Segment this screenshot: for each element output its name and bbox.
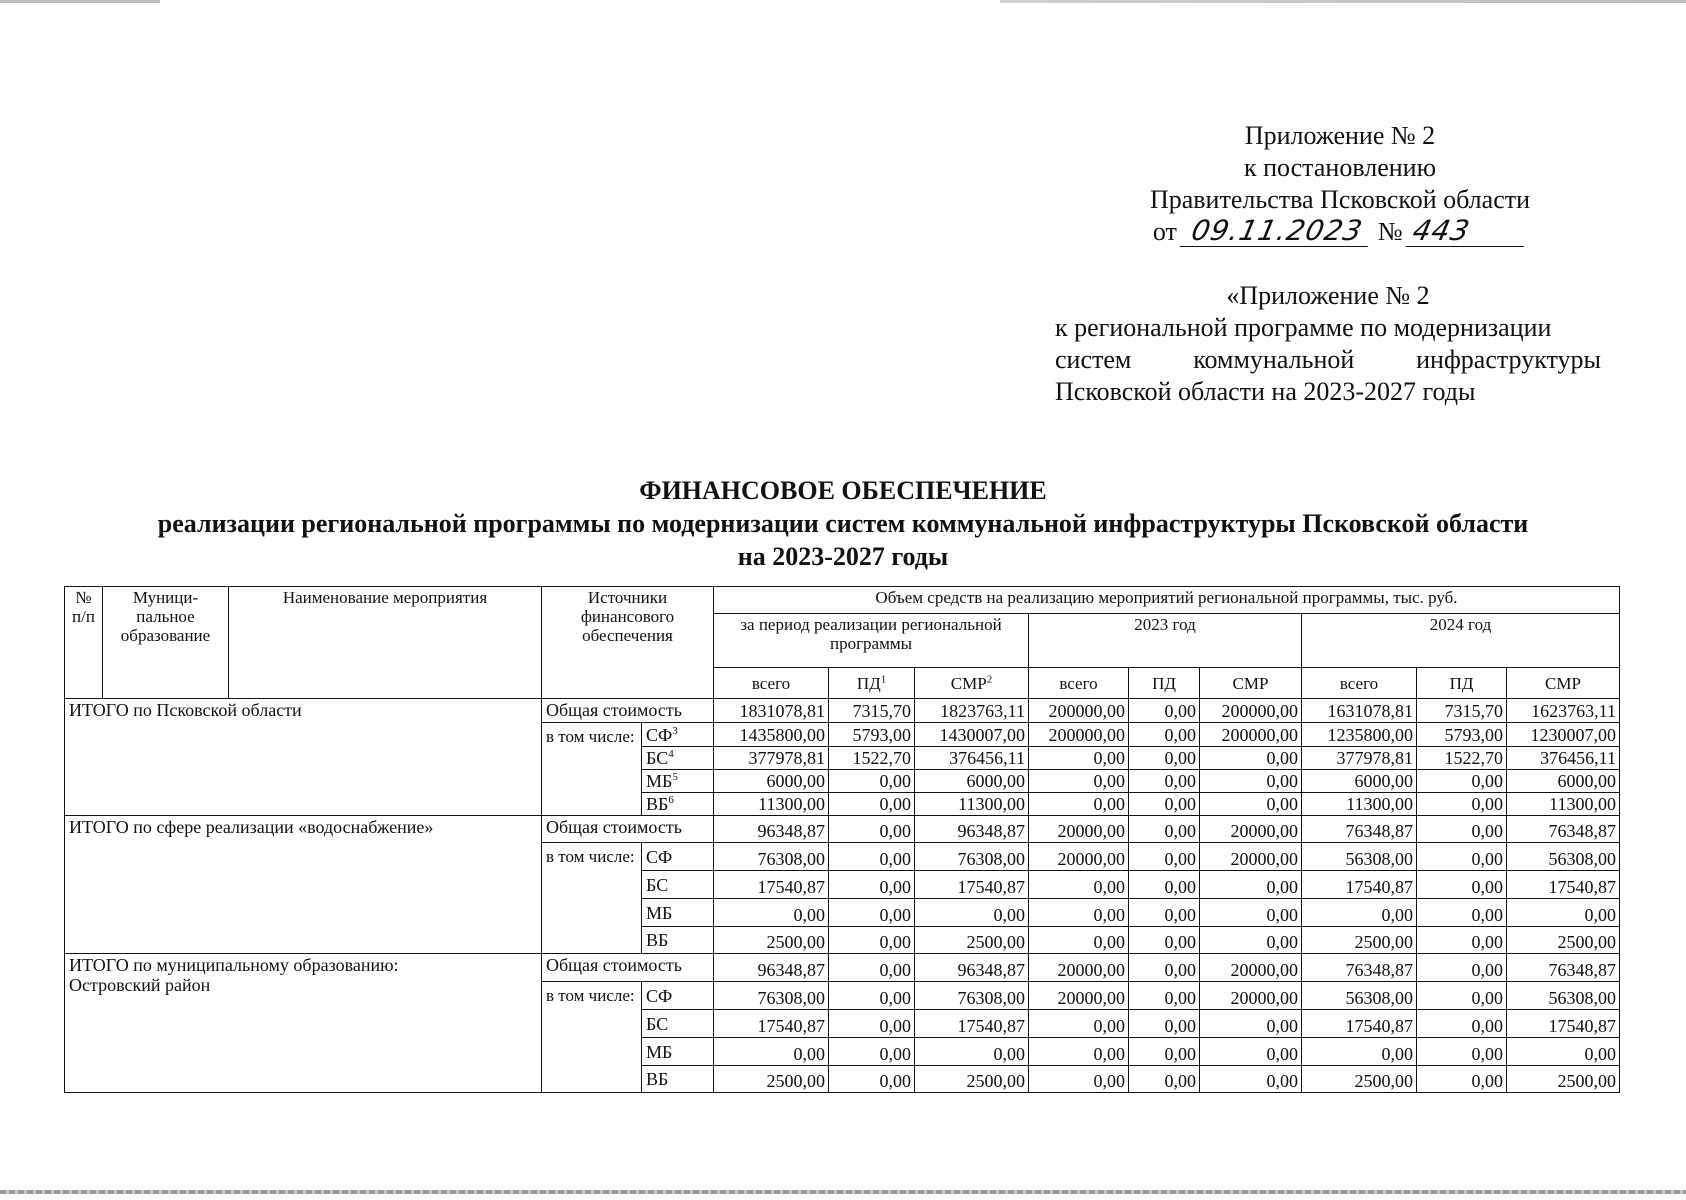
value-cell: 7315,70 [829, 699, 915, 723]
value-cell: 0,00 [1029, 793, 1129, 816]
value-cell: 376456,11 [915, 747, 1029, 770]
source-code: ВБ [646, 930, 669, 950]
value-cell: 20000,00 [1029, 843, 1129, 871]
value-cell: 0,00 [1129, 982, 1200, 1010]
value-cell: 0,00 [829, 793, 915, 816]
source-code-cell [642, 927, 714, 954]
value-cell: 0,00 [1200, 899, 1302, 927]
value-cell: 0,00 [1129, 899, 1200, 927]
pd-label: ПД [1152, 673, 1176, 693]
value-cell: 0,00 [1129, 1066, 1200, 1093]
source-code: СФ [646, 846, 673, 867]
value-cell: 0,00 [1200, 927, 1302, 954]
section-title: ИТОГО по Псковской области [69, 700, 302, 720]
value-cell: 17540,87 [714, 1010, 829, 1038]
value-cell: 17540,87 [915, 1010, 1029, 1038]
source-code: БС [646, 1013, 669, 1034]
value-cell: 0,00 [1417, 982, 1507, 1010]
value-cell: 0,00 [1302, 1038, 1417, 1066]
section-title-cell [65, 954, 542, 1093]
value-cell: 0,00 [1200, 1010, 1302, 1038]
value-cell: 17540,87 [1302, 1010, 1417, 1038]
value-cell: 0,00 [1200, 747, 1302, 770]
value-cell: 20000,00 [1029, 816, 1129, 843]
value-cell: 2500,00 [1507, 927, 1620, 954]
value-cell: 0,00 [1417, 843, 1507, 871]
value-cell: 0,00 [829, 1010, 915, 1038]
value-cell: 0,00 [829, 927, 915, 954]
value-cell: 76348,87 [1507, 816, 1620, 843]
program-appendix-line-2: к региональной программе по модернизации [1055, 313, 1552, 342]
value-cell: 20000,00 [1200, 954, 1302, 982]
value-cell: 0,00 [1129, 747, 1200, 770]
value-cell: 1522,70 [1417, 747, 1507, 770]
scan-edge-bottom [0, 1190, 1686, 1194]
value-cell: 0,00 [714, 899, 829, 927]
value-cell: 0,00 [1029, 927, 1129, 954]
table-row-total [65, 816, 1620, 843]
source-footnote-mark: 6 [668, 794, 674, 806]
value-cell: 96348,87 [915, 954, 1029, 982]
value-cell: 6000,00 [1302, 770, 1417, 793]
title-line-1: ФИНАНСОВОЕ ОБЕСПЕЧЕНИЕ [639, 476, 1047, 505]
value-cell: 6000,00 [714, 770, 829, 793]
source-footnote-mark: 5 [672, 771, 678, 783]
pd-footnote-mark: 1 [880, 672, 887, 685]
value-cell: 0,00 [1029, 1010, 1129, 1038]
value-cell: 56308,00 [1507, 982, 1620, 1010]
value-cell: 0,00 [829, 1038, 915, 1066]
value-cell: 56308,00 [1302, 843, 1417, 871]
value-cell: 7315,70 [1417, 699, 1507, 723]
value-cell: 0,00 [1200, 793, 1302, 816]
financing-table [64, 586, 1620, 1093]
value-cell: 0,00 [1029, 1066, 1129, 1093]
smr-label: СМР [1232, 673, 1269, 693]
appendix-line-3: Правительства Псковской области [1149, 185, 1531, 214]
value-cell: 1435800,00 [714, 723, 829, 747]
number-label: № [1377, 217, 1403, 246]
col-header-total-2024: всего [1302, 668, 1417, 699]
title-line-2: реализации региональной программы по модернизации систем коммунальной инфраструктуры Псковской области [157, 509, 1529, 538]
value-cell: 17540,87 [1507, 871, 1620, 899]
total-cost-label: Общая стоимость [542, 954, 714, 982]
source-code-cell [642, 770, 714, 793]
value-cell: 0,00 [829, 899, 915, 927]
value-cell: 17540,87 [1507, 1010, 1620, 1038]
source-code: БС [646, 748, 669, 768]
value-cell: 200000,00 [1200, 699, 1302, 723]
table-row-total [65, 699, 1620, 723]
col-header-pd-2023 [1129, 668, 1200, 699]
title-line-3: на 2023-2027 годы [737, 542, 949, 571]
total-cost-label: Общая стоимость [542, 816, 714, 843]
value-cell: 96348,87 [915, 816, 1029, 843]
pd-label: ПД [856, 673, 881, 693]
pd-label: ПД [1449, 673, 1474, 693]
source-code: МБ [646, 771, 673, 791]
value-cell: 17540,87 [1302, 871, 1417, 899]
value-cell: 0,00 [1129, 843, 1200, 871]
value-cell: 2500,00 [714, 927, 829, 954]
smr-label: СМР [1545, 673, 1581, 693]
value-cell: 2500,00 [1507, 1066, 1620, 1093]
value-cell: 1823763,11 [915, 699, 1029, 723]
value-cell: 0,00 [1029, 871, 1129, 899]
col-header-volume: Объем средств на реализацию мероприятий региональной программы, тыс. руб. [714, 587, 1620, 614]
value-cell: 11300,00 [714, 793, 829, 816]
source-code-cell [642, 1066, 714, 1093]
value-cell: 20000,00 [1200, 843, 1302, 871]
table-row-total [65, 954, 1620, 982]
col-header-total-2023: всего [1029, 668, 1129, 699]
handwritten-date: 09.11.2023 [1180, 216, 1375, 247]
program-appendix-line-3: систем коммунальной инфраструктуры [1055, 345, 1601, 374]
value-cell: 0,00 [915, 899, 1029, 927]
value-cell: 0,00 [1417, 770, 1507, 793]
col-header-total-period: всего [714, 668, 829, 699]
value-cell: 0,00 [1200, 1066, 1302, 1093]
value-cell: 0,00 [1129, 793, 1200, 816]
appendix-line-1: Приложение № 2 [1244, 121, 1436, 150]
value-cell: 0,00 [1129, 816, 1200, 843]
smr-label: СМР [950, 673, 987, 693]
col-header-pd-2024 [1417, 668, 1507, 699]
value-cell: 76308,00 [915, 982, 1029, 1010]
value-cell: 0,00 [1507, 899, 1620, 927]
value-cell: 0,00 [1417, 793, 1507, 816]
value-cell: 0,00 [1417, 1066, 1507, 1093]
col-header-municipality: Муници-пальное образование [103, 587, 229, 699]
source-code: СФ [646, 985, 673, 1006]
value-cell: 0,00 [915, 1038, 1029, 1066]
value-cell: 76348,87 [1507, 954, 1620, 982]
value-cell: 1831078,81 [714, 699, 829, 723]
col-header-2024: 2024 год [1302, 614, 1620, 668]
value-cell: 0,00 [1129, 699, 1200, 723]
section-title-cell [65, 699, 542, 816]
value-cell: 0,00 [829, 982, 915, 1010]
source-code-cell [642, 723, 714, 747]
table-header [65, 587, 1620, 699]
col-header-period: за период реализации региональной программы [714, 614, 1029, 668]
value-cell: 200000,00 [1029, 723, 1129, 747]
value-cell: 0,00 [829, 954, 915, 982]
value-cell: 20000,00 [1029, 982, 1129, 1010]
value-cell: 0,00 [1029, 747, 1129, 770]
source-code: БС [646, 874, 669, 895]
program-appendix-line-4: Псковской области на 2023-2027 годы [1055, 377, 1476, 406]
value-cell: 0,00 [1417, 1038, 1507, 1066]
source-code-cell [642, 1010, 714, 1038]
value-cell: 0,00 [1029, 770, 1129, 793]
source-code-cell [642, 793, 714, 816]
value-cell: 17540,87 [915, 871, 1029, 899]
including-label: в том числе: [542, 723, 642, 816]
value-cell: 0,00 [714, 1038, 829, 1066]
section-title-cell [65, 816, 542, 954]
value-cell: 76348,87 [1302, 816, 1417, 843]
appendix-date-line [1110, 216, 1570, 248]
value-cell: 1623763,11 [1507, 699, 1620, 723]
value-cell: 200000,00 [1200, 723, 1302, 747]
value-cell: 56308,00 [1302, 982, 1417, 1010]
value-cell: 0,00 [1200, 770, 1302, 793]
handwritten-number: 443 [1406, 216, 1531, 247]
source-code-cell [642, 747, 714, 770]
value-cell: 377978,81 [1302, 747, 1417, 770]
source-code: МБ [646, 902, 673, 923]
value-cell: 6000,00 [915, 770, 1029, 793]
col-header-pd-period [829, 668, 915, 699]
value-cell: 376456,11 [1507, 747, 1620, 770]
value-cell: 76308,00 [714, 843, 829, 871]
value-cell: 0,00 [1129, 871, 1200, 899]
appendix-line-2: к постановлению [1243, 153, 1437, 182]
value-cell: 377978,81 [714, 747, 829, 770]
value-cell: 0,00 [1129, 954, 1200, 982]
value-cell: 96348,87 [714, 954, 829, 982]
source-footnote-mark: 3 [672, 724, 678, 737]
including-label: в том числе: [542, 843, 642, 954]
value-cell: 0,00 [1129, 1038, 1200, 1066]
value-cell: 5793,00 [829, 723, 915, 747]
value-cell: 1235800,00 [1302, 723, 1417, 747]
value-cell: 56308,00 [1507, 843, 1620, 871]
value-cell: 2500,00 [714, 1066, 829, 1093]
value-cell: 76308,00 [915, 843, 1029, 871]
source-code-cell [642, 871, 714, 899]
value-cell: 0,00 [1129, 723, 1200, 747]
value-cell: 0,00 [1417, 927, 1507, 954]
value-cell: 2500,00 [915, 927, 1029, 954]
value-cell: 2500,00 [1302, 1066, 1417, 1093]
value-cell: 0,00 [1200, 871, 1302, 899]
col-header-smr-2024 [1507, 668, 1620, 699]
value-cell: 5793,00 [1417, 723, 1507, 747]
value-cell: 1430007,00 [915, 723, 1029, 747]
value-cell: 76308,00 [714, 982, 829, 1010]
value-cell: 1631078,81 [1302, 699, 1417, 723]
value-cell: 0,00 [1417, 1010, 1507, 1038]
total-cost-label: Общая стоимость [542, 699, 714, 723]
value-cell: 200000,00 [1029, 699, 1129, 723]
document-title [60, 474, 1626, 573]
value-cell: 20000,00 [1200, 982, 1302, 1010]
value-cell: 2500,00 [1302, 927, 1417, 954]
col-header-num: № п/п [65, 587, 103, 699]
value-cell: 0,00 [1129, 1010, 1200, 1038]
value-cell: 20000,00 [1029, 954, 1129, 982]
table-body [65, 699, 1620, 1093]
col-header-2023: 2023 год [1029, 614, 1302, 668]
smr-footnote-mark: 2 [986, 672, 993, 685]
value-cell: 76348,87 [1302, 954, 1417, 982]
source-code-cell [642, 1038, 714, 1066]
value-cell: 0,00 [1507, 1038, 1620, 1066]
source-code: МБ [646, 1041, 673, 1062]
value-cell: 1230007,00 [1507, 723, 1620, 747]
value-cell: 0,00 [1029, 1038, 1129, 1066]
value-cell: 11300,00 [1302, 793, 1417, 816]
including-label: в том числе: [542, 982, 642, 1093]
col-header-activity: Наименование мероприятия [229, 587, 542, 699]
value-cell: 0,00 [829, 770, 915, 793]
value-cell: 17540,87 [714, 871, 829, 899]
value-cell: 0,00 [829, 816, 915, 843]
value-cell: 0,00 [1200, 1038, 1302, 1066]
col-header-sources: Источники финансового обеспечения [542, 587, 714, 699]
source-code: ВБ [646, 794, 669, 814]
value-cell: 11300,00 [1507, 793, 1620, 816]
program-appendix-header [1055, 280, 1601, 408]
value-cell: 0,00 [1417, 871, 1507, 899]
value-cell: 1522,70 [829, 747, 915, 770]
source-code: СФ [646, 724, 673, 745]
appendix-header [1110, 120, 1570, 248]
value-cell: 0,00 [1417, 899, 1507, 927]
program-appendix-line-1: «Приложение № 2 [1226, 281, 1430, 310]
value-cell: 0,00 [1129, 927, 1200, 954]
col-header-smr-period [915, 668, 1029, 699]
value-cell: 0,00 [1029, 899, 1129, 927]
source-footnote-mark: 4 [668, 748, 674, 760]
section-title: ИТОГО по муниципальному образованию: [69, 955, 399, 975]
source-code-cell [642, 899, 714, 927]
from-label: от [1152, 217, 1177, 246]
section-subtitle: Островский район [69, 975, 211, 995]
value-cell: 0,00 [1417, 954, 1507, 982]
source-code-cell [642, 843, 714, 871]
value-cell: 0,00 [829, 843, 915, 871]
value-cell: 0,00 [1302, 899, 1417, 927]
value-cell: 96348,87 [714, 816, 829, 843]
value-cell: 0,00 [829, 871, 915, 899]
scan-edge-top [0, 0, 1686, 3]
value-cell: 0,00 [1129, 770, 1200, 793]
value-cell: 0,00 [829, 1066, 915, 1093]
value-cell: 11300,00 [915, 793, 1029, 816]
value-cell: 6000,00 [1507, 770, 1620, 793]
value-cell: 20000,00 [1200, 816, 1302, 843]
value-cell: 2500,00 [915, 1066, 1029, 1093]
source-code-cell [642, 982, 714, 1010]
section-title: ИТОГО по сфере реализации «водоснабжение» [69, 817, 434, 837]
col-header-smr-2023 [1200, 668, 1302, 699]
value-cell: 0,00 [1417, 816, 1507, 843]
source-code: ВБ [646, 1069, 669, 1089]
